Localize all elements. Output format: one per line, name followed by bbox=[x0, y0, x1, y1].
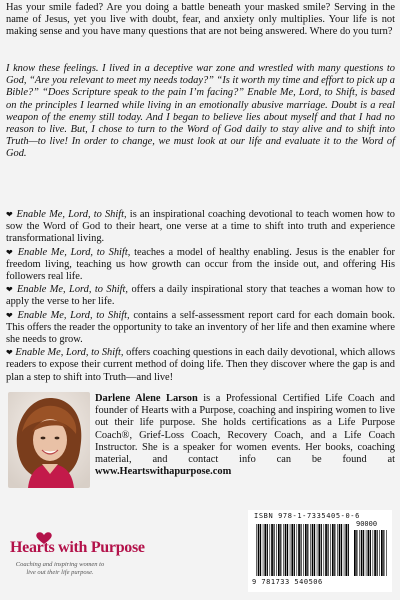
bullet-title: Enable Me, Lord, to Shift, bbox=[15, 347, 124, 359]
bullet-title: Enable Me, Lord, to Shift, bbox=[17, 309, 130, 321]
bullet-title: Enable Me, Lord, to Shift, bbox=[16, 284, 129, 296]
barcode-addon-bars bbox=[354, 530, 388, 576]
bullet-text: teaches a model of healthy enabling. Jesus is the enabler for freedom living, teaching us how growth can occur from the inside out, and offering His followers real life. bbox=[6, 246, 396, 283]
author-website-link[interactable]: www.Heartswithapurpose.com bbox=[95, 466, 232, 478]
heart-bullet-icon: ❤ bbox=[6, 310, 14, 320]
isbn-barcode bbox=[248, 510, 392, 592]
heart-bullet-icon: ❤ bbox=[6, 210, 14, 219]
logo-tagline: Coaching and inspiring women to live out their life purpose. bbox=[15, 561, 105, 576]
bullet-text: contains a self-assessment report card for each domain book. This offers the reader the opportunity to take an inventory of her life and then examine where she needs to grow. bbox=[6, 309, 396, 346]
heart-bullet-icon: ❤ bbox=[6, 285, 14, 295]
bullet-item bbox=[6, 209, 395, 246]
bullet-item bbox=[6, 247, 395, 284]
isbn-number: ISBN 978-1-7335405-0-6 bbox=[254, 512, 360, 520]
bullet-title: Enable Me, Lord, to Shift, bbox=[17, 246, 131, 258]
bullet-text: offers coaching questions in each daily devotional, which allows readers to expose their current method of doing life. Then they discover where the gap is and plan a step to shift into Truth—and live! bbox=[6, 347, 396, 383]
bullet-item bbox=[6, 347, 395, 384]
barcode-addon-number: 90000 bbox=[356, 520, 378, 528]
ean-number: 9 781733 540506 bbox=[252, 578, 323, 586]
bullet-item bbox=[6, 310, 395, 347]
publisher-logo bbox=[10, 535, 145, 595]
bullet-text: is an inspirational coaching devotional to teach women how to sow the Word of God to their heart, one verse at a time to shift into truth and experience transformational living. bbox=[6, 209, 395, 245]
bullet-text: offers a daily inspirational story that teaches a woman how to apply the verse to her life. bbox=[6, 284, 396, 308]
story-paragraph: I know these feelings. I lived in a deceptive war zone and wrestled with many questions to God, “Are you relevant to meet my needs today?” “Is it worth my time and effort to pick up a Bible?” “Does Scripture speak to the pain I’m facing?” Enable Me, Lord, to Shift, is based on the principles I learned while living in an emotionally abusive marriage. Doubt is a real weapon of the enemy still today. And I began to believe lies about myself and that I had no reason to live. But, I chose to turn to the Word of God daily to stay alive and to shift into Truth—to live! In order to change, we must look at our life and evaluate it to the Word of God. bbox=[6, 63, 395, 160]
bullet-item bbox=[6, 284, 395, 308]
bullet-title: Enable Me, Lord, to Shift, bbox=[16, 209, 127, 220]
heart-bullet-icon: ❤ bbox=[6, 247, 14, 257]
author-name: Darlene Alene Larson bbox=[95, 393, 198, 404]
heart-bullet-icon: ❤ bbox=[6, 348, 13, 358]
feature-bullet-list bbox=[6, 209, 395, 385]
intro-paragraph: Has your smile faded? Are you doing a battle beneath your masked smile? Serving in the name of Jesus, yet you live with doubt, fear, and anxiety only multiplies. Your life is not making sense and you have many questions that are not being answered. Where do you turn? bbox=[6, 2, 395, 38]
barcode-bars bbox=[256, 524, 350, 576]
logo-text: Hearts with Purpose bbox=[10, 539, 145, 556]
author-bio bbox=[95, 393, 395, 478]
author-bio-text: is a Professional Certified Life Coach and founder of Hearts with a Purpose, coaching and inspiring women to live out their life purpose. She holds certifications as a Life Purpose Coach®, Grief-Loss Coach, Recovery Coach, and a Life Coach Instructor. She is a speaker for women events. Her books, coaching material, and contact info can be found at bbox=[95, 393, 395, 466]
author-photo bbox=[8, 392, 90, 488]
